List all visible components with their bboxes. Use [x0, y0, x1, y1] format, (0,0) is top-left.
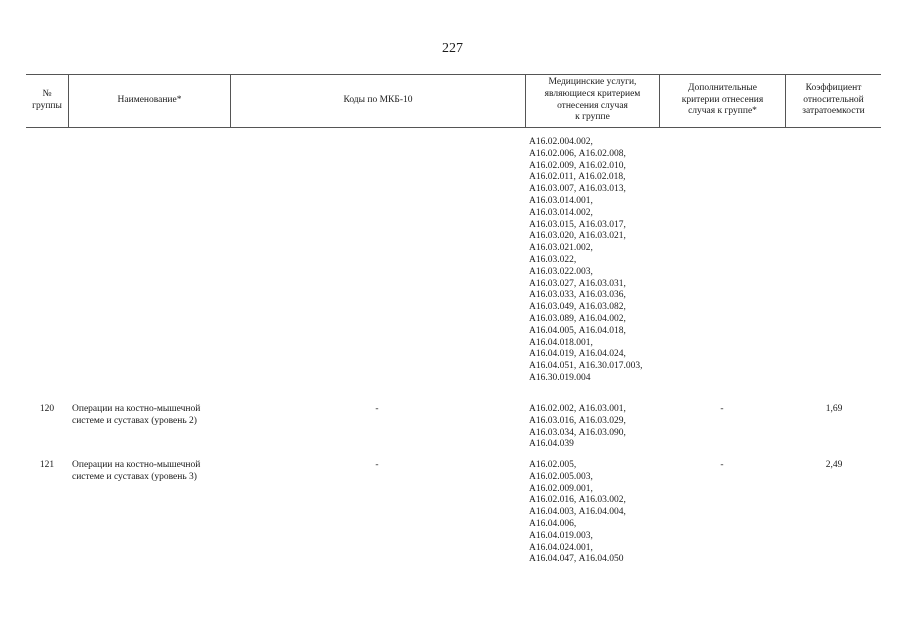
services-cell: А16.02.004.002, А16.02.006, А16.02.008, А16.02.009, А16.02.010, А16.02.011, А16.02.018, А16.03.007, А16.03.013, А16.03.014.001, А16.03.014.002, А16.03.015, А16.03.017, А16.03.020, А16.03.021, А16.03.021.002, А16.03.022, А16.03.022.003, А16.03.027, А16.03.031, А16.03.033, А16.03.036, А16.03.049, А16.03.082, А16.03.089, А16.04.002, А16.04.005, А16.04.018, А16.04.018.001, А16.04.019, А16.04.024, А16.04.051, А16.30.017.003, А16.30.019.004 [529, 137, 643, 383]
page-number: 227 [442, 41, 463, 56]
coefficient-cell: 2,49 [825, 460, 843, 470]
header-icd10-codes: Коды по МКБ-10 [343, 94, 413, 105]
header-medical-services: Медицинские услуги, являющиеся критерием отнесения случая к группе [544, 77, 641, 123]
name-cell: Операции на костно-мышечной системе и суставах (уровень 2) [72, 404, 201, 426]
group-number-cell: 121 [39, 460, 55, 470]
header-bottom-border [26, 127, 881, 128]
header-group-number: № группы [32, 88, 62, 111]
coefficient-cell: 1,69 [825, 404, 843, 414]
header-name: Наименование* [117, 94, 182, 105]
services-cell: А16.02.005, А16.02.005.003, А16.02.009.001, А16.02.016, А16.03.002, А16.04.003, А16.04.004, А16.04.006, А16.04.019.003, А16.04.024.001, А16.04.047, А16.04.050 [529, 460, 626, 565]
icd10-cell: - [375, 460, 379, 470]
group-number-cell: 120 [39, 404, 55, 414]
name-cell: Операции на костно-мышечной системе и суставах (уровень 3) [72, 460, 201, 482]
icd10-cell: - [375, 404, 379, 414]
services-cell: А16.02.002, А16.03.001, А16.03.016, А16.03.029, А16.03.034, А16.03.090, А16.04.039 [529, 404, 626, 450]
additional-criteria-cell: - [720, 404, 724, 414]
header-coefficient: Коэффициент относительной затратоемкости [802, 83, 865, 117]
additional-criteria-cell: - [720, 460, 724, 470]
header-additional-criteria: Дополнительные критерии отнесения случая к группе* [681, 83, 764, 117]
